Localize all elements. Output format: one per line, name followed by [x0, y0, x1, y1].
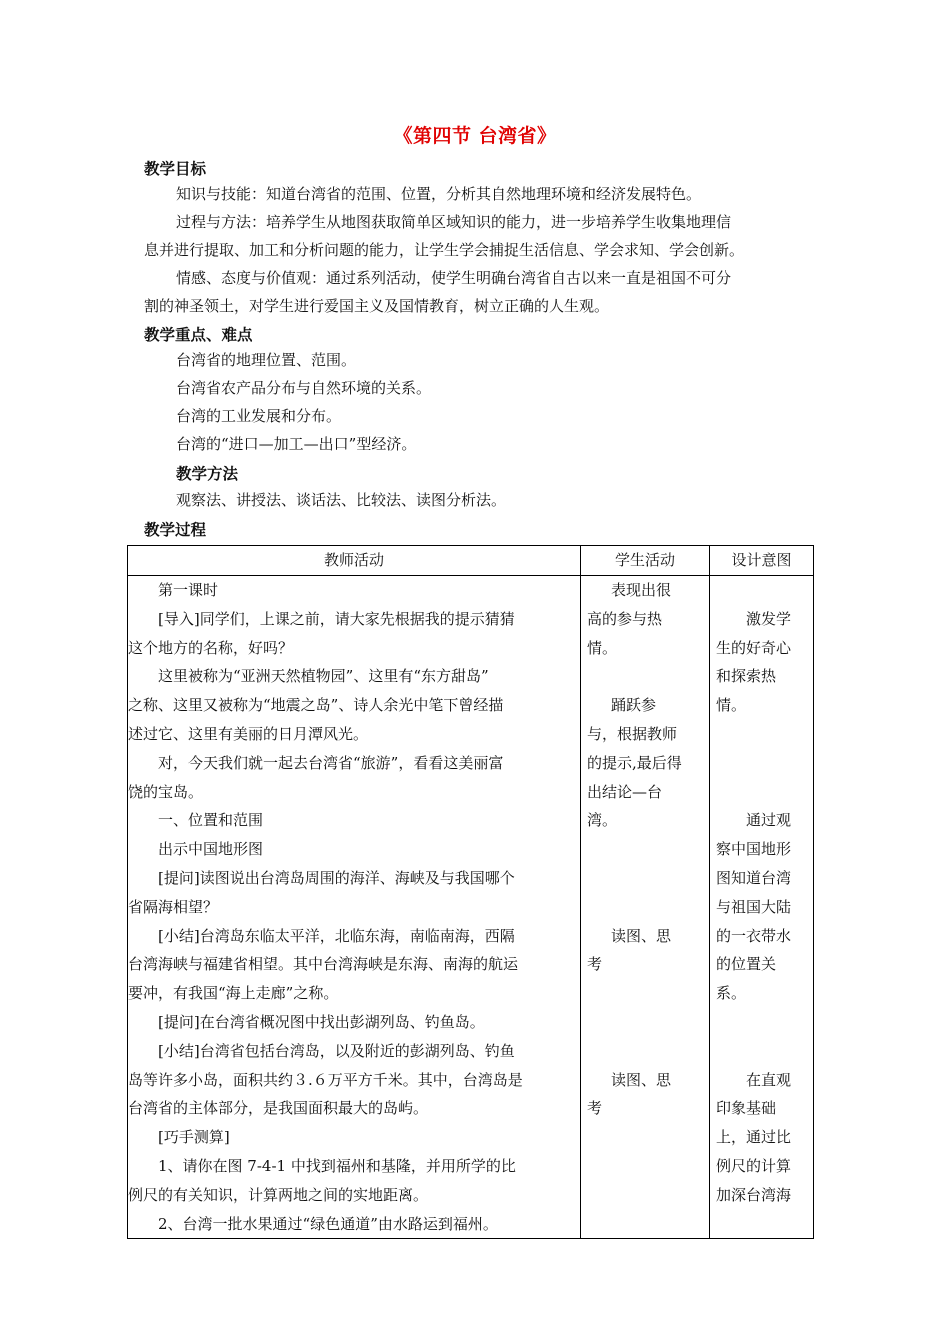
design-line: 系。: [716, 984, 747, 1003]
student-line: 踊跃参: [611, 696, 657, 715]
design-line: 情。: [716, 696, 747, 715]
student-activity-cell: [581, 576, 710, 1239]
process-heading: 教学过程: [144, 521, 207, 539]
teacher-line: 对，今天我们就一起去台湾省“旅游”，看看这美丽富: [158, 753, 504, 772]
teacher-line: [巧手测算]: [158, 1128, 230, 1147]
student-line: [581, 864, 709, 893]
header-teacher: 教师活动: [128, 546, 581, 576]
teacher-line: 第一课时: [158, 581, 219, 599]
student-line: [581, 662, 709, 691]
table-header-row: [128, 546, 814, 576]
teacher-line: 要冲，有我国“海上走廊”之称。: [128, 984, 339, 1003]
design-line: 在直观: [746, 1070, 792, 1089]
teacher-line: 1、请你在图 7-4-1 中找到福州和基隆，并用所学的比: [158, 1156, 516, 1175]
design-line: 与祖国大陆: [716, 897, 792, 916]
teacher-line: [提问]读图说出台湾岛周围的海洋、海峡及与我国哪个: [158, 868, 515, 887]
student-line: 湾。: [587, 811, 618, 830]
teacher-line: 之称、这里又被称为“地震之岛”、诗人余光中笔下曾经描: [128, 696, 504, 715]
header-student: 学生活动: [581, 546, 710, 576]
student-line: [581, 1008, 709, 1037]
student-line: 考: [587, 1099, 603, 1118]
key-point-item: 台湾的工业发展和分布。: [176, 407, 342, 425]
design-line: 察中国地形: [716, 840, 792, 859]
teacher-line: 这里被称为“亚洲天然植物园”、这里有“东方甜岛”: [158, 667, 489, 686]
student-line: 与，根据教师: [587, 724, 678, 743]
teacher-line: 台湾海峡与福建省相望。其中台湾海峡是东海、南海的航运: [128, 955, 519, 974]
objectives-heading: 教学目标: [144, 160, 207, 178]
design-line: [710, 778, 813, 807]
document-title: 《第四节 台湾省》: [393, 125, 557, 147]
design-line: [710, 749, 813, 778]
objectives-line: 情感、态度与价值观：通过系列活动，使学生明确台湾省自古以来一直是祖国不可分: [176, 269, 732, 287]
design-line: 加深台湾海: [716, 1185, 792, 1204]
design-line: [710, 1037, 813, 1066]
student-line: 出结论—台: [587, 782, 663, 801]
design-line: [710, 720, 813, 749]
design-line: 图知道台湾: [716, 868, 792, 887]
design-intent-cell: [710, 576, 814, 1239]
teacher-line: 出示中国地形图: [158, 840, 264, 859]
teacher-line: 岛等许多小岛，面积共约３.６万平方千米。其中，台湾岛是: [128, 1070, 523, 1089]
student-line: 表现出很: [611, 581, 672, 599]
teacher-line: [导入]同学们，上课之前，请大家先根据我的提示猜猜: [158, 609, 515, 628]
design-line: 通过观: [746, 811, 792, 830]
methods-text: 观察法、讲授法、谈话法、比较法、读图分析法。: [176, 491, 507, 509]
student-line: 考: [587, 955, 603, 974]
header-design: 设计意图: [710, 546, 814, 576]
design-line: 印象基础: [716, 1099, 777, 1118]
teacher-line: [小结]台湾岛东临太平洋，北临东海，南临南海，西隔: [158, 926, 515, 945]
student-line: 高的参与热: [587, 609, 663, 628]
design-line: 和探索热: [716, 667, 777, 686]
design-line: 生的好奇心: [716, 638, 792, 657]
teacher-line: 述过它、这里有美丽的日月潭风光。: [128, 724, 369, 743]
teacher-line: 例尺的有关知识，计算两地之间的实地距离。: [128, 1185, 429, 1204]
objectives-line: 息并进行提取、加工和分析问题的能力，让学生学会捕捉生活信息、学会求知、学会创新。: [144, 241, 745, 259]
teacher-line: 一、位置和范围: [158, 811, 264, 830]
design-line: 的位置关: [716, 955, 777, 974]
design-line: 例尺的计算: [716, 1156, 792, 1175]
student-line: 读图、思: [611, 926, 672, 945]
methods-heading: 教学方法: [176, 465, 239, 483]
teacher-line: 台湾省的主体部分，是我国面积最大的岛屿。: [128, 1099, 429, 1118]
teacher-line: [小结]台湾省包括台湾岛，以及附近的彭湖列岛、钓鱼: [158, 1041, 515, 1060]
key-point-item: 台湾的“进口—加工—出口”型经济。: [176, 435, 417, 453]
student-line: [581, 835, 709, 864]
teacher-line: 饶的宝岛。: [128, 782, 204, 801]
key-point-item: 台湾省的地理位置、范围。: [176, 351, 357, 369]
teacher-line: 这个地方的名称，好吗？: [128, 638, 294, 657]
student-line: [581, 979, 709, 1008]
objectives-line: 知识与技能：知道台湾省的范围、位置，分析其自然地理环境和经济发展特色。: [176, 185, 702, 203]
student-line: [581, 1037, 709, 1066]
teacher-activity-cell: [128, 576, 581, 1239]
design-line: 上，通过比: [716, 1128, 792, 1147]
student-line: 读图、思: [611, 1070, 672, 1089]
design-line: [710, 1008, 813, 1037]
design-line: 的一衣带水: [716, 926, 792, 945]
objectives-line: 过程与方法：培养学生从地图获取简单区域知识的能力，进一步培养学生收集地理信: [176, 213, 732, 231]
table-row: [128, 576, 814, 1239]
key-points-heading: 教学重点、难点: [144, 326, 253, 344]
student-line: 的提示,最后得: [587, 753, 682, 772]
design-line: 激发学: [746, 609, 792, 628]
teacher-line: [提问]在台湾省概况图中找出彭湖列岛、钓鱼岛。: [158, 1012, 485, 1031]
design-line: [710, 576, 813, 605]
process-table: [127, 545, 814, 1239]
student-line: [581, 893, 709, 922]
teacher-line: 2、台湾一批水果通过“绿色通道”由水路运到福州。: [158, 1214, 498, 1233]
teacher-line: 省隔海相望？: [128, 897, 219, 916]
objectives-line: 割的神圣领土，对学生进行爱国主义及国情教育，树立正确的人生观。: [144, 297, 610, 315]
key-point-item: 台湾省农产品分布与自然环境的关系。: [176, 379, 432, 397]
student-line: 情。: [587, 638, 618, 657]
